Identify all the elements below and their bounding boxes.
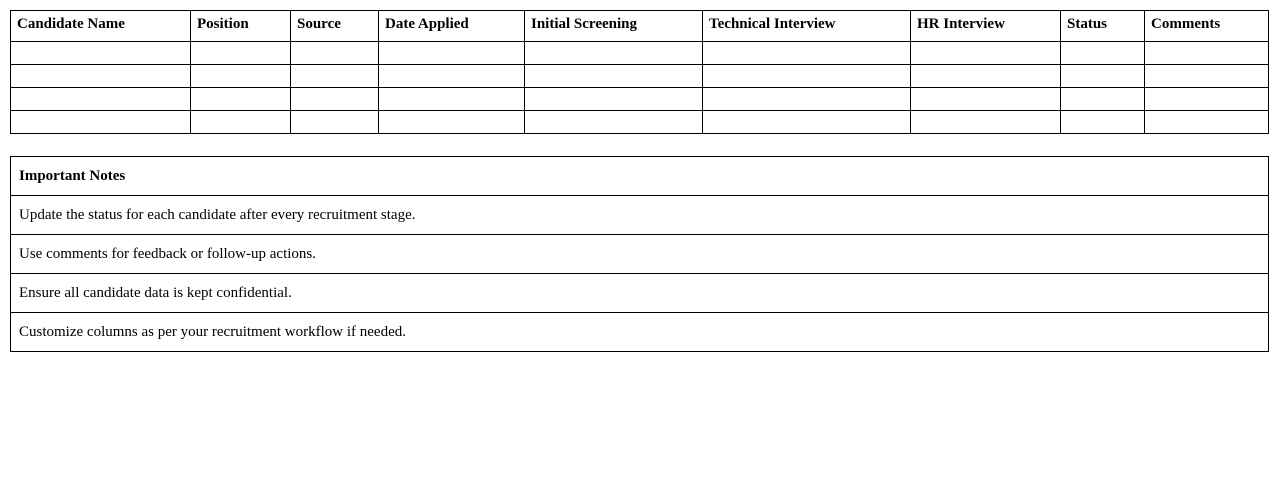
note-item-4: Customize columns as per your recruitment workflow if needed.	[11, 313, 1269, 352]
cell-technical-interview[interactable]	[703, 111, 911, 134]
cell-date-applied[interactable]	[379, 65, 525, 88]
list-item	[11, 196, 1269, 235]
column-header-status: Status	[1061, 11, 1145, 42]
list-item	[11, 274, 1269, 313]
column-header-comments: Comments	[1145, 11, 1269, 42]
cell-date-applied[interactable]	[379, 111, 525, 134]
cell-comments[interactable]	[1145, 88, 1269, 111]
cell-status[interactable]	[1061, 42, 1145, 65]
cell-technical-interview[interactable]	[703, 65, 911, 88]
column-header-initial-screening: Initial Screening	[525, 11, 703, 42]
cell-status[interactable]	[1061, 65, 1145, 88]
cell-technical-interview[interactable]	[703, 42, 911, 65]
table-header-row	[11, 11, 1269, 42]
important-notes-table	[10, 156, 1269, 352]
note-item-3: Ensure all candidate data is kept confidential.	[11, 274, 1269, 313]
cell-position[interactable]	[191, 88, 291, 111]
cell-candidate-name[interactable]	[11, 88, 191, 111]
note-item-2: Use comments for feedback or follow-up actions.	[11, 235, 1269, 274]
cell-source[interactable]	[291, 42, 379, 65]
cell-initial-screening[interactable]	[525, 88, 703, 111]
cell-date-applied[interactable]	[379, 42, 525, 65]
cell-source[interactable]	[291, 65, 379, 88]
cell-comments[interactable]	[1145, 111, 1269, 134]
notes-header-row	[11, 157, 1269, 196]
cell-hr-interview[interactable]	[911, 88, 1061, 111]
cell-source[interactable]	[291, 88, 379, 111]
cell-hr-interview[interactable]	[911, 111, 1061, 134]
cell-date-applied[interactable]	[379, 88, 525, 111]
cell-technical-interview[interactable]	[703, 88, 911, 111]
list-item	[11, 313, 1269, 352]
note-item-1: Update the status for each candidate after every recruitment stage.	[11, 196, 1269, 235]
cell-position[interactable]	[191, 65, 291, 88]
column-header-date-applied: Date Applied	[379, 11, 525, 42]
table-row	[11, 42, 1269, 65]
cell-position[interactable]	[191, 111, 291, 134]
cell-source[interactable]	[291, 111, 379, 134]
table-row	[11, 65, 1269, 88]
column-header-candidate-name: Candidate Name	[11, 11, 191, 42]
cell-candidate-name[interactable]	[11, 65, 191, 88]
cell-initial-screening[interactable]	[525, 65, 703, 88]
cell-initial-screening[interactable]	[525, 42, 703, 65]
cell-hr-interview[interactable]	[911, 65, 1061, 88]
candidate-tracker-table	[10, 10, 1269, 134]
cell-status[interactable]	[1061, 88, 1145, 111]
section-spacer	[10, 134, 1268, 156]
column-header-technical-interview: Technical Interview	[703, 11, 911, 42]
cell-comments[interactable]	[1145, 42, 1269, 65]
cell-hr-interview[interactable]	[911, 42, 1061, 65]
cell-comments[interactable]	[1145, 65, 1269, 88]
table-row	[11, 111, 1269, 134]
cell-candidate-name[interactable]	[11, 111, 191, 134]
column-header-source: Source	[291, 11, 379, 42]
notes-header-label: Important Notes	[11, 157, 1269, 196]
cell-candidate-name[interactable]	[11, 42, 191, 65]
table-row	[11, 88, 1269, 111]
cell-initial-screening[interactable]	[525, 111, 703, 134]
cell-position[interactable]	[191, 42, 291, 65]
column-header-hr-interview: HR Interview	[911, 11, 1061, 42]
cell-status[interactable]	[1061, 111, 1145, 134]
list-item	[11, 235, 1269, 274]
column-header-position: Position	[191, 11, 291, 42]
